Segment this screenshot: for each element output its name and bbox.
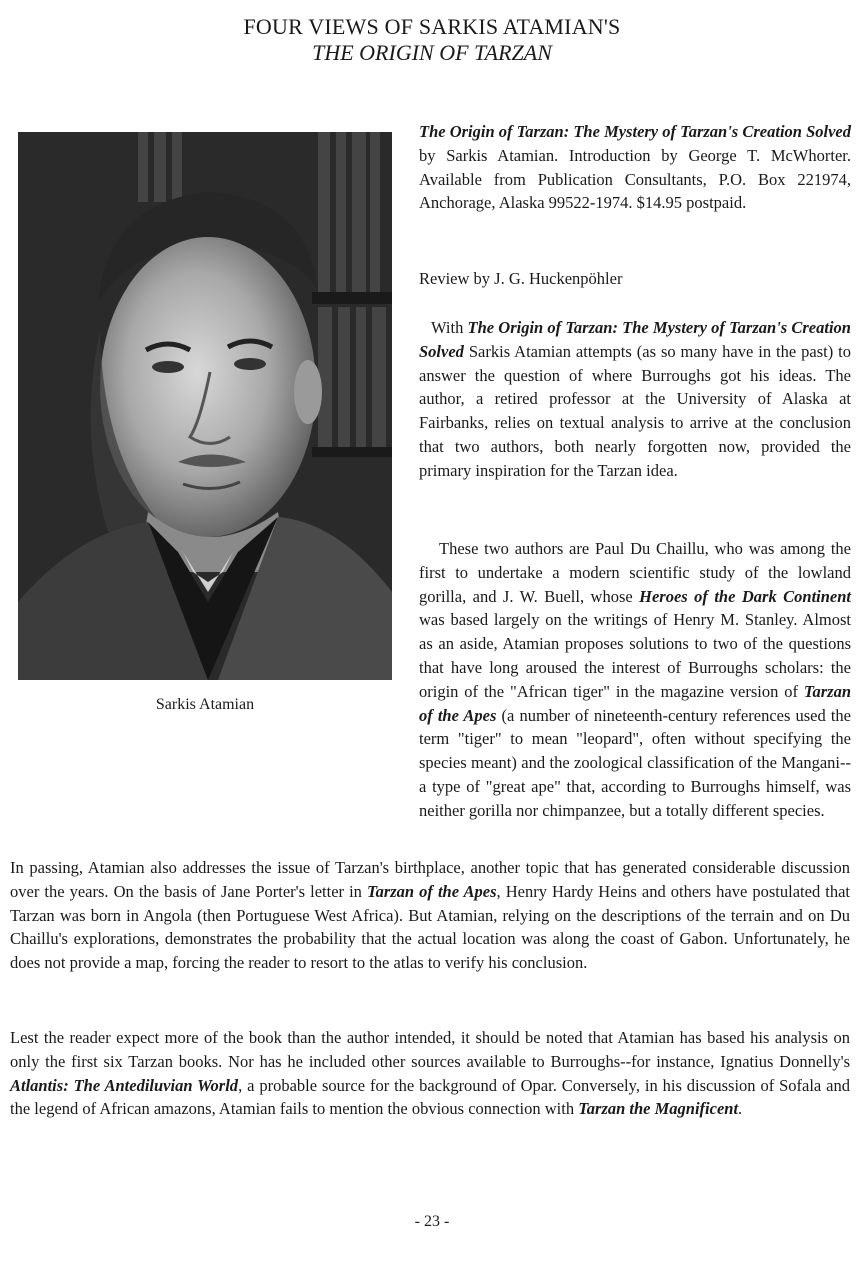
paragraph-3: [10, 856, 850, 975]
bibliography-details: by Sarkis Atamian. Introduction by George T. McWhorter. Available from Publication Consultants, P.O. Box 221974, Anchorage, Alaska 99522-1974. $14.95 postpaid.: [419, 145, 851, 213]
book-title-inline: The Origin of Tarzan: The Mystery of Tarzan's Creation Solved: [419, 318, 851, 361]
book-title: The Origin of Tarzan: The Mystery of Tarzan's Creation Solved: [419, 122, 851, 141]
paragraph-1-lead: With: [431, 318, 468, 337]
reviewer-byline: Review by J. G. Huckenpöhler: [419, 269, 623, 288]
paragraph-1: [419, 316, 851, 483]
author-photo: [18, 132, 392, 680]
paragraph-2-text-2: was based largely on the writings of Henry M. Stanley. Almost as an aside, Atamian proposes solutions to two of the questions that have long aroused the interest of Burroughs scholars: the origin of the "African tiger" in the magazine version of: [419, 610, 851, 701]
page-number: - 23 -: [414, 1213, 450, 1230]
paragraph-2: [419, 537, 851, 823]
paragraph-2-text-1: These two authors are Paul Du Chaillu, who was among the first to undertake a modern scientific study of the lowland gorilla, and J. W. Buell, whose: [419, 539, 851, 606]
paragraph-3-text-1: In passing, Atamian also addresses the issue of Tarzan's birthplace, another topic that has generated considerable discussion over the years. On the basis of Jane Porter's letter in: [10, 858, 850, 901]
paragraph-4: [10, 1026, 850, 1121]
title-heroes: Heroes of the Dark Continent: [639, 586, 852, 606]
paragraph-4-text-1: Lest the reader expect more of the book than the author intended, it should be noted that Atamian has based his analysis on only the first six Tarzan books. Nor has he included other sources available to Burroughs--for instance, Ignatius Donnelly's: [10, 1028, 850, 1071]
title-atlantis: Atlantis: The Antediluvian World: [10, 1075, 239, 1095]
title-tarzan-apes-2: Tarzan of the Apes: [367, 881, 497, 901]
page-title: [0, 14, 864, 66]
paragraph-4-text-3: .: [738, 1099, 743, 1119]
paragraph-1-text: Sarkis Atamian attempts (as so many have in the past) to answer the question of where Burroughs got his ideas. The author, a retired professor at the University of Alaska at Fairbanks, relies on textual analysis to arrive at the conclusion that two authors, both nearly forgotten now, provided the primary inspiration for the Tarzan idea.: [419, 341, 851, 480]
title-tarzan-magnificent: Tarzan the Magnificent: [578, 1099, 739, 1119]
title-line-1: FOUR VIEWS OF SARKIS ATAMIAN'S: [243, 14, 621, 39]
paragraph-4-text-2: , a probable source for the background of Opar. Conversely, in his discussion of Sofala and the legend of African amazons, Atamian fails to mention the obvious connection with: [10, 1075, 850, 1119]
bibliography-entry: [419, 120, 851, 215]
paragraph-3-text-2: , Henry Hardy Heins and others have postulated that Tarzan was born in Angola (then Portuguese West Africa). But Atamian, relying on the descriptions of the terrain and on Du Chaillu's explorations, demonstrates the probability that the actual location was along the coast of Gabon. Unfortunately, he does not provide a map, forcing the reader to resort to the atlas to verify his conclusion.: [10, 881, 850, 973]
photo-caption: Sarkis Atamian: [155, 696, 255, 713]
paragraph-2-text-3: (a number of nineteenth-century references used the term "tiger" to mean "leopard", often without specifying the species meant) and the zoological classification of the Mangani--a type of "great ape" that, according to Burroughs himself, was neither gorilla nor chimpanzee, but a totally different species.: [419, 705, 852, 820]
title-tarzan-apes: Tarzan of the Apes: [419, 681, 851, 725]
title-line-2: THE ORIGIN OF TARZAN: [312, 40, 552, 65]
